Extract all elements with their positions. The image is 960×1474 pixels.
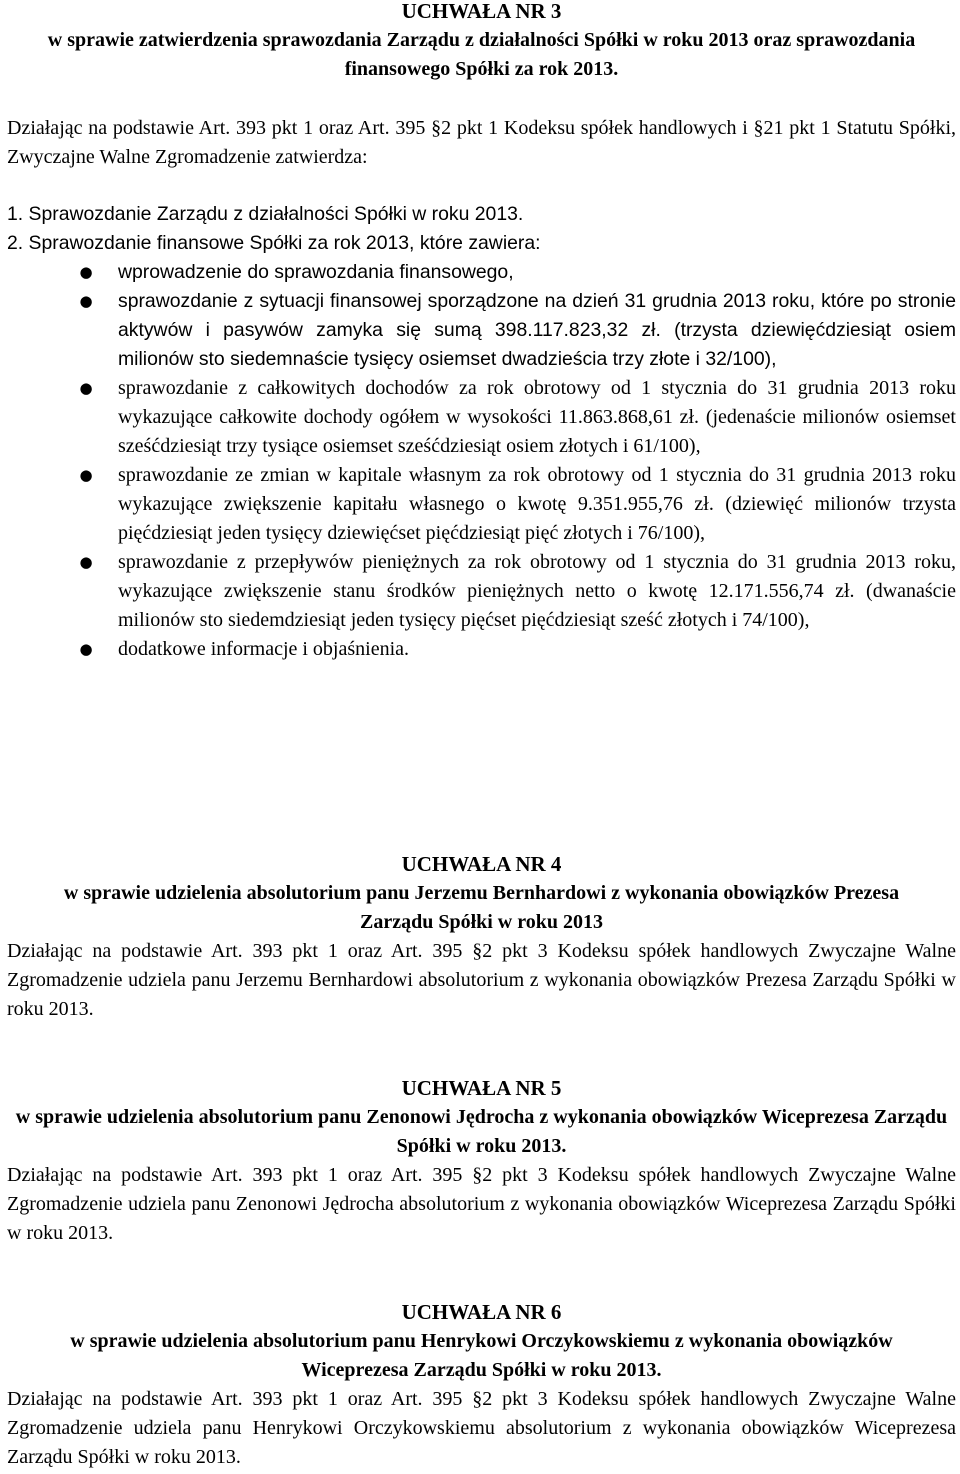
resolution-3-item-1: 1. Sprawozdanie Zarządu z działalności Spółki w roku 2013. <box>7 203 524 225</box>
resolution-3-bullets-serif <box>7 374 956 664</box>
resolution-4 <box>7 850 956 1024</box>
resolution-3-intro: Działając na podstawie Art. 393 pkt 1 oraz Art. 395 §2 pkt 1 Kodeksu spółek handlowych i §21 pkt 1 Statutu Spółki, Zwyczajne Walne Zgromadzenie zatwierdza: <box>7 117 956 168</box>
bullet-item: ● wprowadzenie do sprawozdania finansowego, <box>118 258 956 287</box>
bullet-icon: ● <box>79 466 93 484</box>
resolution-6-title: UCHWAŁA NR 6 <box>401 1300 562 1324</box>
resolution-4-title: UCHWAŁA NR 4 <box>401 852 562 876</box>
bullet-item: ● sprawozdanie z sytuacji finansowej sporządzone na dzień 31 grudnia 2013 roku, które po stronie aktywów i pasywów zamyka się sumą 398.117.823,32 zł. (trzysta dziewięćdziesiąt osiem milionów sto siedemnaście tysięcy osiemset dwadzieścia trzy złote i 32/100), <box>118 287 956 374</box>
resolution-5-subtitle: w sprawie udzielenia absolutorium panu Zenonowi Jędrocha z wykonania obowiązków Wiceprezesa Zarządu Spółki w roku 2013. <box>15 1106 948 1157</box>
resolution-6-subtitle: w sprawie udzielenia absolutorium panu Henrykowi Orczykowskiemu z wykonania obowiązków Wiceprezesa Zarządu Spółki w roku 2013. <box>70 1330 893 1381</box>
resolution-5-title: UCHWAŁA NR 5 <box>401 1076 562 1100</box>
resolution-4-body: Działając na podstawie Art. 393 pkt 1 oraz Art. 395 §2 pkt 3 Kodeksu spółek handlowych Zwyczajne Walne Zgromadzenie udziela panu Jerzemu Bernhardowi absolutorium z wykonania obowiązków Prezesa Zarządu Spółki w roku 2013. <box>7 940 956 1020</box>
resolution-6-body: Działając na podstawie Art. 393 pkt 1 oraz Art. 395 §2 pkt 3 Kodeksu spółek handlowych Zwyczajne Walne Zgromadzenie udziela panu Henrykowi Orczykowskiemu absolutorium z wykonania obowiązków Wiceprezesa Zarządu Spółki w roku 2013. <box>7 1388 956 1468</box>
bullet-icon: ● <box>79 640 93 658</box>
resolution-3-bullets <box>7 258 956 374</box>
resolution-3-item-2: 2. Sprawozdanie finansowe Spółki za rok 2013, które zawiera: <box>7 232 541 254</box>
bullet-item: ● sprawozdanie z przepływów pieniężnych za rok obrotowy od 1 stycznia do 31 grudnia 2013 roku, wykazujące zwiększenie stanu środków pieniężnych netto o kwotę 12.171.556,74 zł. (dwanaście milionów sto siedemdziesiąt jeden tysięcy pięćset pięćdziesiąt sześć złotych i 74/100), <box>118 548 956 635</box>
resolution-3-items <box>7 200 956 258</box>
resolution-3 <box>7 0 956 664</box>
bullet-icon: ● <box>79 263 93 281</box>
resolution-5 <box>7 1074 956 1248</box>
resolution-3-title: UCHWAŁA NR 3 <box>401 0 562 23</box>
bullet-item: ● sprawozdanie z całkowitych dochodów za rok obrotowy od 1 stycznia do 31 grudnia 2013 roku wykazujące całkowite dochody ogółem w wysokości 11.863.868,61 zł. (jedenaście milionów osiemset sześćdziesiąt trzy tysiące osiemset sześćdziesiąt osiem złotych i 61/100), <box>118 374 956 461</box>
bullet-icon: ● <box>79 379 93 397</box>
resolution-4-subtitle: w sprawie udzielenia absolutorium panu Jerzemu Bernhardowi z wykonania obowiązków Prezesa Zarządu Spółki w roku 2013 <box>63 882 900 933</box>
bullet-item: ● dodatkowe informacje i objaśnienia. <box>118 635 956 664</box>
resolution-5-body: Działając na podstawie Art. 393 pkt 1 oraz Art. 395 §2 pkt 3 Kodeksu spółek handlowych Zwyczajne Walne Zgromadzenie udziela panu Zenonowi Jędrocha absolutorium z wykonania obowiązków Wiceprezesa Zarządu Spółki w roku 2013. <box>7 1164 956 1244</box>
bullet-icon: ● <box>79 292 93 310</box>
bullet-icon: ● <box>79 553 93 571</box>
bullet-item: ● sprawozdanie ze zmian w kapitale własnym za rok obrotowy od 1 stycznia do 31 grudnia 2013 roku wykazujące zwiększenie kapitału własnego o kwotę 9.351.955,76 zł. (dziewięć milionów trzysta pięćdziesiąt jeden tysięcy dziewięćset pięćdziesiąt pięć złotych i 76/100), <box>118 461 956 548</box>
resolution-3-subtitle: w sprawie zatwierdzenia sprawozdania Zarządu z działalności Spółki w roku 2013 oraz sprawozdania finansowego Spółki za rok 2013. <box>47 29 916 80</box>
resolution-6 <box>7 1298 956 1472</box>
